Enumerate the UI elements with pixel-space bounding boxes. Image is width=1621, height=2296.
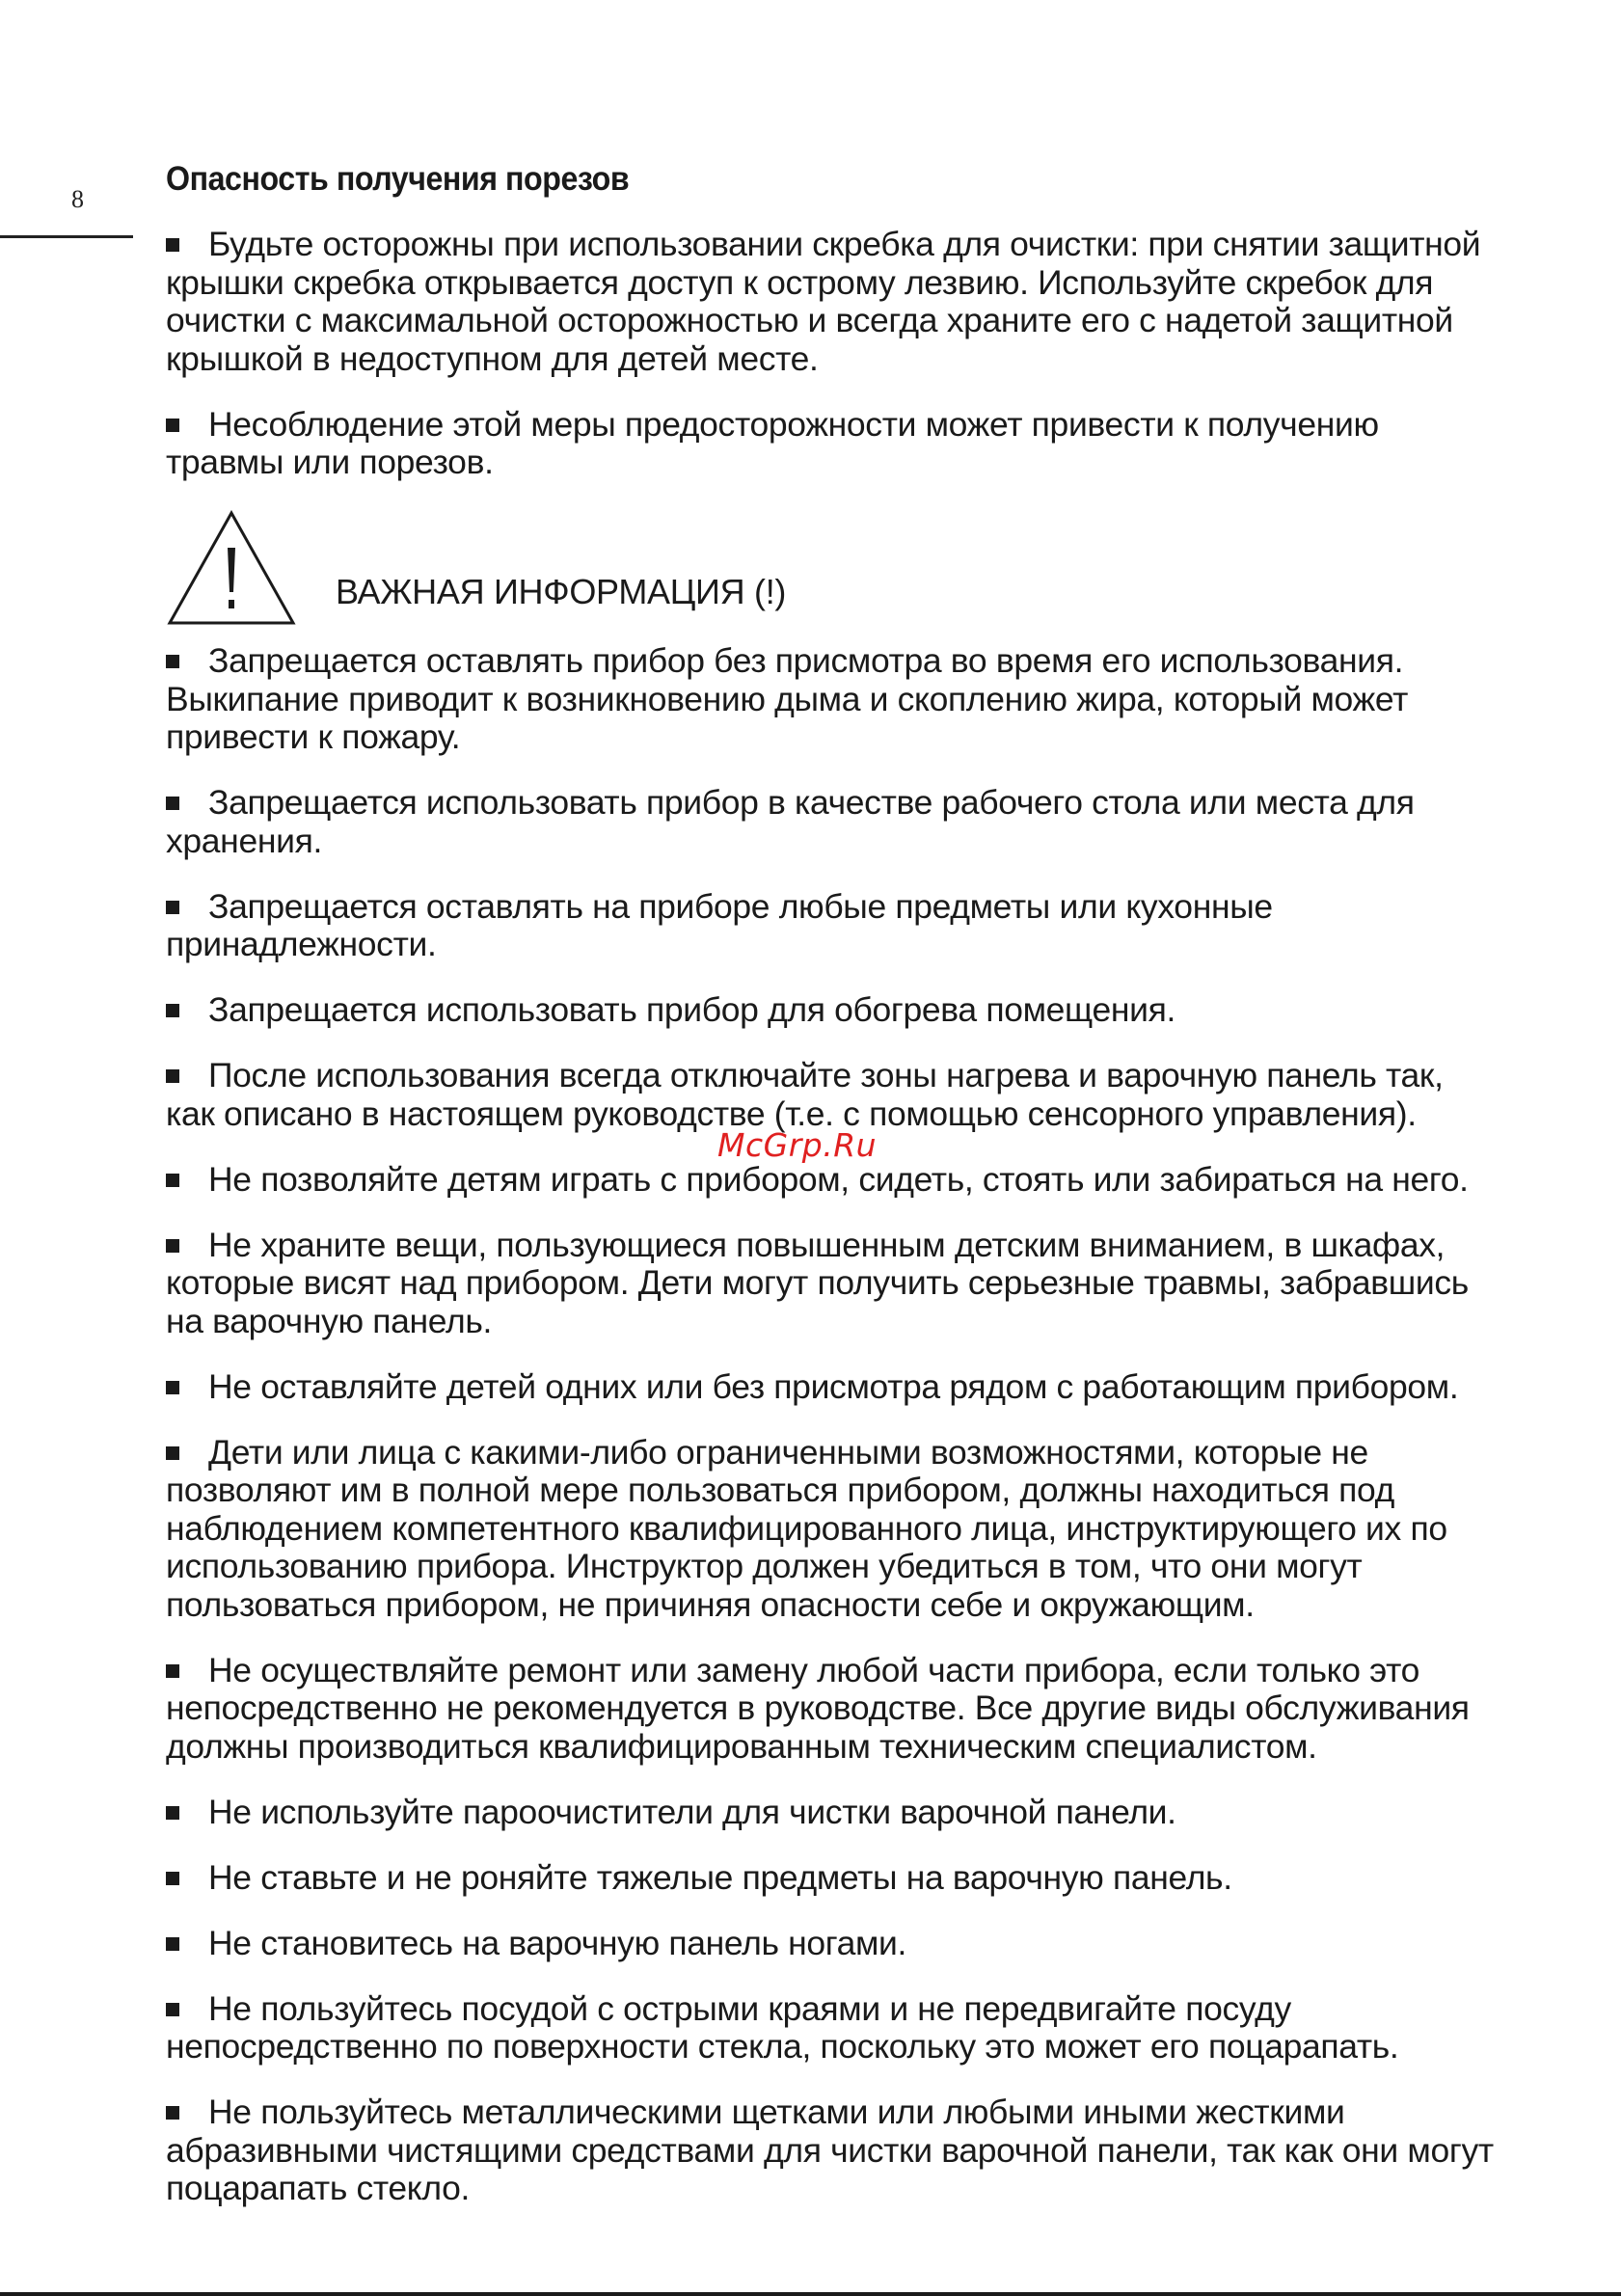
warning-triangle-icon <box>166 509 297 627</box>
bullet-icon <box>166 1069 179 1083</box>
list-item <box>166 1227 1497 1341</box>
paragraph-text: Запрещается оставлять на приборе любые предметы или кухонные принадлежности. <box>166 886 1273 963</box>
watermark: McGrp.Ru <box>717 1126 878 1164</box>
list-item <box>166 1925 1497 1963</box>
paragraph-text: Запрещается использовать прибор для обогрева помещения. <box>208 990 1176 1029</box>
list-item <box>166 1368 1497 1407</box>
page-number: 8 <box>71 185 84 213</box>
paragraph-text: Не становитесь на варочную панель ногами. <box>208 1923 907 1962</box>
bullet-icon <box>166 1664 179 1678</box>
list-item <box>166 2093 1497 2208</box>
bullet-icon <box>166 1239 179 1253</box>
bullet-icon <box>166 2106 179 2120</box>
paragraph-text: Будьте осторожны при использовании скребка для очистки: при снятии защитной крышки скребка открывается доступ к острому лезвию. Используйте скребок для очистки с максимальной осторожностью и всегда храните его с надетой защитной крышкой в недоступном для детей месте. <box>166 225 1481 378</box>
list-item <box>166 888 1497 964</box>
section-heading: Опасность получения порезов <box>166 160 630 198</box>
important-info-block <box>166 509 1497 627</box>
bullet-icon <box>166 1004 179 1017</box>
bullet-icon <box>166 238 179 252</box>
page-number-rule <box>0 235 133 238</box>
list-item <box>166 1652 1497 1767</box>
page-content <box>166 154 1497 2235</box>
paragraph-text: Не пользуйтесь металлическими щетками или любыми иными жесткими абразивными чистящими средствами для чистки варочной панели, так как они могут поцарапать стекло. <box>166 2093 1494 2207</box>
list-item <box>166 784 1497 860</box>
paragraph-text: После использования всегда отключайте зоны нагрева и варочную панель так, как описано в настоящем руководстве (т.е. с помощью сенсорного управления). <box>166 1056 1444 1133</box>
paragraph-text: Не осуществляйте ремонт или замену любой части прибора, если только это непосредственно не рекомендуется в руководстве. Все другие виды обслуживания должны производиться квалифицированным техническим специалистом. <box>166 1650 1470 1766</box>
list-item <box>166 406 1497 482</box>
list-item <box>166 1434 1497 1625</box>
bullet-icon <box>166 655 179 668</box>
bullet-icon <box>166 797 179 810</box>
paragraph-text: Не храните вещи, пользующиеся повышенным детским вниманием, в шкафах, которые висят над прибором. Дети могут получить серьезные травмы, забравшись на варочную панель. <box>166 1225 1469 1340</box>
paragraph-text: Дети или лица с какими-либо ограниченными возможностями, которые не позволяют им в полной мере пользоваться прибором, должны находиться под наблюдением компетентного квалифицированного лица, инструктирующего их по использованию прибора. Инструктор должен убедиться в том, что они могут пользоваться прибором, не причиняя опасности себе и окружающим. <box>166 1432 1447 1624</box>
list-item <box>166 1794 1497 1832</box>
bullet-icon <box>166 1806 179 1820</box>
list-item <box>166 1057 1497 1133</box>
paragraph-text: Несоблюдение этой меры предосторожности может привести к получению травмы или порезов. <box>166 404 1379 481</box>
bullet-icon <box>166 2003 179 2016</box>
paragraph-text: Не используйте пароочистители для чистки варочной панели. <box>208 1792 1176 1831</box>
bottom-rule <box>0 2292 1621 2296</box>
paragraph-text: Не ставьте и не роняйте тяжелые предметы на варочную панель. <box>208 1857 1232 1897</box>
list-item <box>166 226 1497 378</box>
list-item <box>166 1990 1497 2066</box>
list-item <box>166 991 1497 1030</box>
bullet-icon <box>166 419 179 432</box>
list-item <box>166 1161 1497 1200</box>
paragraph-text: Запрещается использовать прибор в качестве рабочего стола или места для хранения. <box>166 783 1415 860</box>
list-item <box>166 1859 1497 1898</box>
bullet-icon <box>166 1872 179 1885</box>
paragraph-text: Запрещается оставлять прибор без присмотра во время его использования. Выкипание приводит к возникновению дыма и скоплению жира, который может привести к пожару. <box>166 641 1409 756</box>
bullet-icon <box>166 901 179 914</box>
important-info-title: ВАЖНАЯ ИНФОРМАЦИЯ (!) <box>336 572 787 611</box>
paragraph-text: Не позволяйте детям играть с прибором, сидеть, стоять или забираться на него. <box>208 1159 1469 1199</box>
paragraph-text: Не пользуйтесь посудой с острыми краями и не передвигайте посуду непосредственно по поверхности стекла, поскольку это может его поцарапать. <box>166 1988 1399 2066</box>
bullet-icon <box>166 1381 179 1394</box>
paragraph-text: Не оставляйте детей одних или без присмотра рядом с работающим прибором. <box>208 1366 1459 1406</box>
bullet-icon <box>166 1446 179 1460</box>
list-item <box>166 642 1497 757</box>
bullet-icon <box>166 1937 179 1951</box>
bullet-icon <box>166 1174 179 1187</box>
